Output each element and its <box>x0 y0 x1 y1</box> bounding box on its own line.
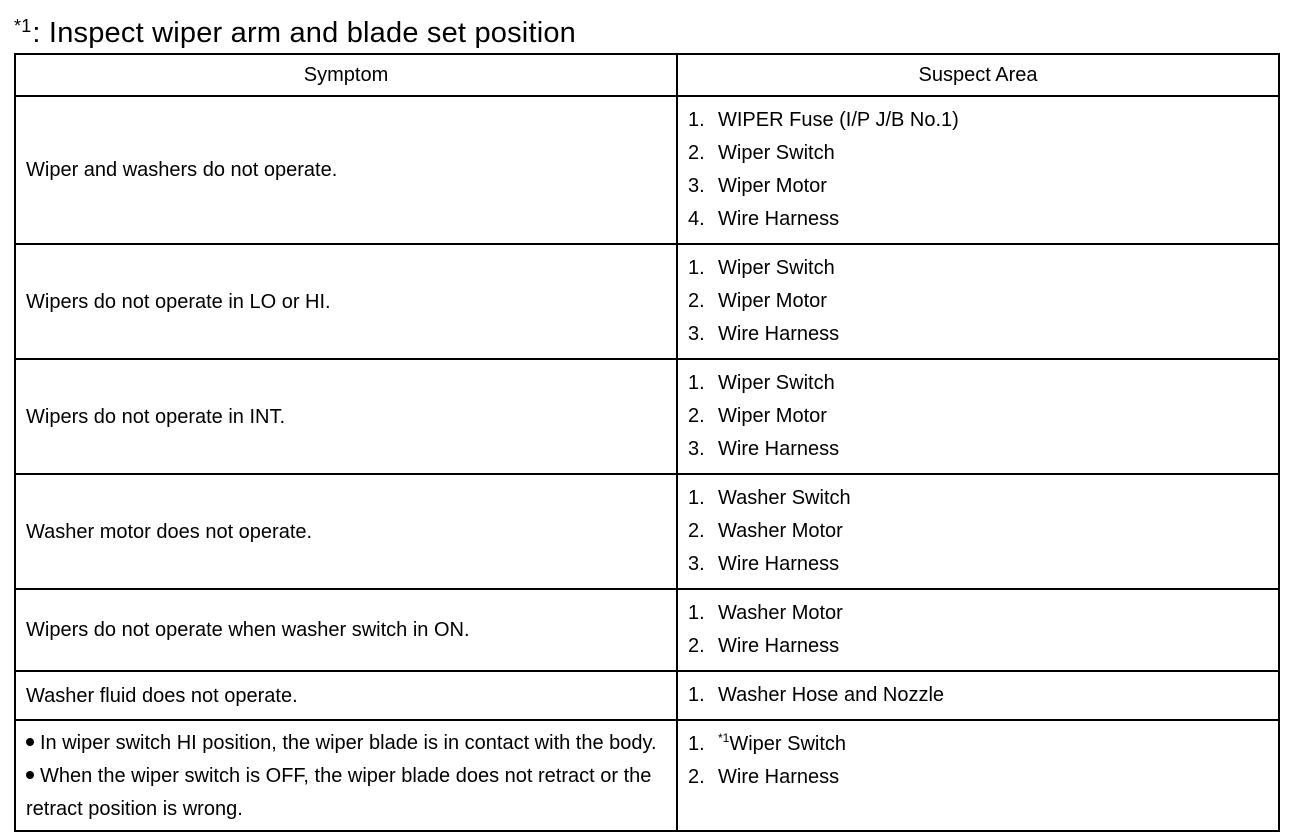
bullet-item <box>26 727 666 760</box>
suspect-area-cell <box>677 474 1279 589</box>
item-text: Wiper Motor <box>718 405 827 427</box>
symptom-header: Symptom <box>15 54 677 96</box>
footnote-ref-mark: *1 <box>718 731 730 745</box>
item-text: Wiper Switch <box>729 733 847 755</box>
list-item <box>688 630 1268 663</box>
bullet-text: In wiper switch HI position, the wiper blade is in contact with the body. <box>40 732 657 754</box>
item-number: 2. <box>688 635 705 657</box>
table-row <box>15 589 1279 671</box>
suspect-area-cell <box>677 720 1279 831</box>
footnote-mark: *1 <box>14 16 32 36</box>
item-number: 3. <box>688 438 705 460</box>
item-text: Washer Motor <box>718 520 843 542</box>
suspect-area-cell <box>677 589 1279 671</box>
suspect-area-cell <box>677 359 1279 474</box>
symptom-cell <box>15 720 677 831</box>
item-number: 1. <box>688 257 705 279</box>
item-number: 3. <box>688 323 705 345</box>
item-number: 2. <box>688 766 705 788</box>
item-text: Wiper Motor <box>718 290 827 312</box>
list-item <box>688 400 1268 433</box>
suspect-area-cell <box>677 96 1279 244</box>
item-number: 1. <box>688 372 705 394</box>
symptom-cell: Wiper and washers do not operate. <box>15 96 677 244</box>
list-item <box>688 482 1268 515</box>
suspect-area-cell <box>677 671 1279 720</box>
item-number: 1. <box>688 684 705 706</box>
bullet-icon <box>26 771 34 779</box>
suspect-area-header: Suspect Area <box>677 54 1279 96</box>
item-number: 3. <box>688 553 705 575</box>
table-row <box>15 359 1279 474</box>
symptom-bullet-list <box>26 721 666 830</box>
list-item <box>688 170 1268 203</box>
item-text: Wire Harness <box>718 553 840 575</box>
item-text: Washer Hose and Nozzle <box>718 684 945 706</box>
suspect-area-list <box>688 672 1268 719</box>
suspect-area-list <box>688 97 1268 243</box>
item-number: 2. <box>688 405 705 427</box>
table-header-row <box>15 54 1279 96</box>
footnote-title <box>14 6 576 53</box>
item-number: 1. <box>688 109 705 131</box>
item-number: 3. <box>688 175 705 197</box>
list-item <box>688 597 1268 630</box>
item-text: Wire Harness <box>718 635 840 657</box>
item-number: 2. <box>688 520 705 542</box>
suspect-area-list <box>688 721 1268 801</box>
list-item <box>688 252 1268 285</box>
list-item <box>688 679 1268 712</box>
item-number: 2. <box>688 142 705 164</box>
table-row <box>15 96 1279 244</box>
item-text: Wiper Motor <box>718 175 827 197</box>
suspect-area-list <box>688 245 1268 358</box>
item-text: Washer Motor <box>718 602 843 624</box>
list-item <box>688 548 1268 581</box>
symptom-cell: Wipers do not operate in LO or HI. <box>15 244 677 359</box>
item-number: 1. <box>688 487 705 509</box>
symptom-cell: Washer fluid does not operate. <box>15 671 677 720</box>
list-item <box>688 104 1268 137</box>
item-text: Wiper Switch <box>718 142 835 164</box>
list-item <box>688 367 1268 400</box>
table-row <box>15 474 1279 589</box>
symptom-cell: Wipers do not operate when washer switch in ON. <box>15 589 677 671</box>
list-item <box>688 761 1268 794</box>
item-number: 1. <box>688 733 705 755</box>
suspect-area-list <box>688 360 1268 473</box>
list-item <box>688 728 1268 761</box>
symptom-cell: Washer motor does not operate. <box>15 474 677 589</box>
item-text: Wiper Switch <box>718 372 835 394</box>
item-text: Washer Switch <box>718 487 851 509</box>
list-item <box>688 318 1268 351</box>
table-row <box>15 720 1279 831</box>
list-item <box>688 515 1268 548</box>
suspect-area-cell <box>677 244 1279 359</box>
bullet-item <box>26 760 666 826</box>
item-text: Wire Harness <box>718 766 840 788</box>
item-number: 4. <box>688 208 705 230</box>
list-item <box>688 285 1268 318</box>
table-row <box>15 671 1279 720</box>
list-item <box>688 203 1268 236</box>
item-number: 1. <box>688 602 705 624</box>
bullet-icon <box>26 738 34 746</box>
item-number: 2. <box>688 290 705 312</box>
footnote-text: : Inspect wiper arm and blade set position <box>32 17 577 49</box>
item-text: Wire Harness <box>718 438 840 460</box>
suspect-area-list <box>688 590 1268 670</box>
item-text: Wiper Switch <box>718 257 835 279</box>
item-text: WIPER Fuse (I/P J/B No.1) <box>718 109 959 131</box>
list-item <box>688 137 1268 170</box>
suspect-area-list <box>688 475 1268 588</box>
item-text: Wire Harness <box>718 323 840 345</box>
troubleshooting-table <box>14 53 1280 832</box>
symptom-cell: Wipers do not operate in INT. <box>15 359 677 474</box>
table-row <box>15 244 1279 359</box>
item-text: Wire Harness <box>718 208 840 230</box>
bullet-text: When the wiper switch is OFF, the wiper blade does not retract or the retract position is wrong. <box>26 765 652 820</box>
list-item <box>688 433 1268 466</box>
